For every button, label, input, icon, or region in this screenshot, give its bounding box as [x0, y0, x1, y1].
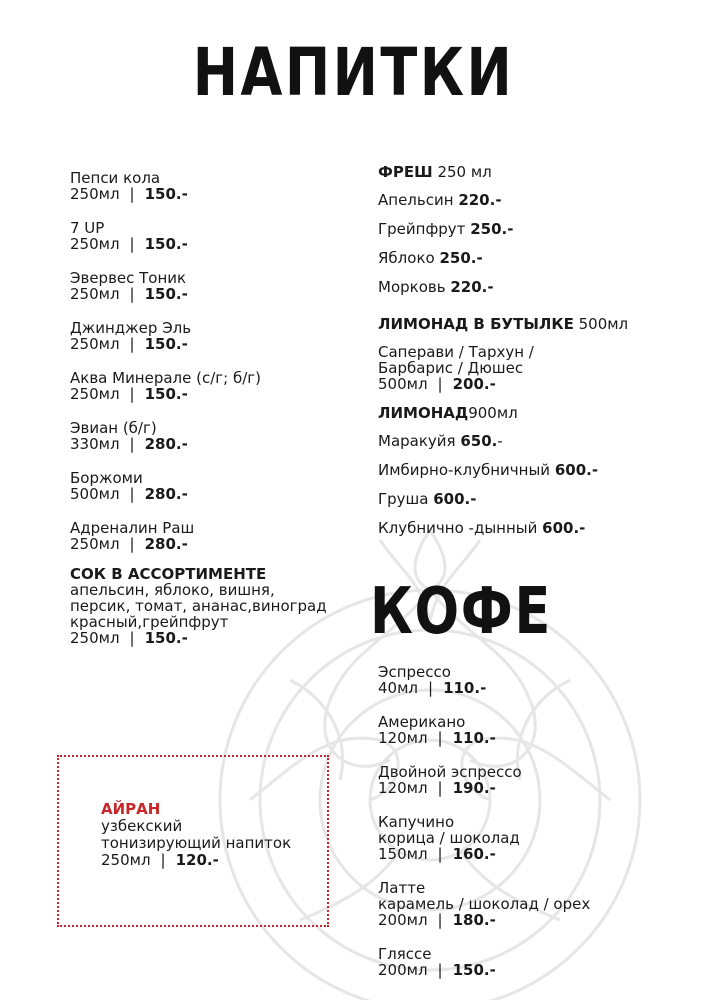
coffee-item: [378, 880, 678, 928]
item-volume: 40мл: [378, 679, 418, 697]
separator: |: [437, 911, 443, 929]
item-price: 190.-: [452, 779, 496, 797]
left-column: [70, 170, 360, 664]
item-price: 160.-: [452, 845, 496, 863]
item-name: Латте: [378, 879, 426, 897]
item-price: 150.-: [144, 629, 188, 647]
item-price: 200.-: [452, 375, 496, 393]
item-name: Гляссе: [378, 945, 432, 963]
separator: |: [437, 961, 443, 979]
item-name: Американо: [378, 713, 466, 731]
item-volume: 120мл: [378, 729, 428, 747]
list-item: [70, 320, 360, 352]
item-volume: 200мл: [378, 911, 428, 929]
item-name: 7 UP: [70, 219, 105, 237]
item-name: Двойной эспрессо: [378, 763, 522, 781]
item-price: 250.-: [470, 220, 514, 238]
separator: |: [129, 235, 135, 253]
item-volume: 250мл: [70, 335, 120, 353]
list-item: [70, 470, 360, 502]
bottle-lemonade-item: [378, 344, 678, 392]
bottle-lemonade-heading: [378, 316, 678, 332]
juice-item: [70, 566, 360, 646]
item-name: Яблоко: [378, 249, 435, 267]
ayran-title: АЙРАН: [101, 800, 161, 818]
item-price: 150.-: [144, 335, 188, 353]
item-price: 250.-: [439, 249, 483, 267]
ayran-box: [57, 755, 329, 927]
list-item: [70, 170, 360, 202]
fresh-item: [378, 250, 678, 266]
item-name: Апельсин: [378, 191, 454, 209]
lemonade-item: [378, 462, 678, 478]
item-name: Эвиан (б/г): [70, 419, 157, 437]
item-price: 150.-: [144, 235, 188, 253]
fresh-item: [378, 221, 678, 237]
item-price: 120.-: [175, 851, 219, 869]
separator: |: [160, 851, 166, 869]
item-name: Пепси кола: [70, 169, 161, 187]
item-price: 280.-: [144, 435, 188, 453]
item-name: Клубнично -дынный: [378, 519, 538, 537]
item-volume: 250мл: [70, 385, 120, 403]
item-price: 650.: [460, 432, 498, 450]
item-name: Маракуйя: [378, 432, 456, 450]
separator: |: [129, 385, 135, 403]
list-item: [70, 270, 360, 302]
coffee-column: [378, 664, 678, 996]
item-name: Имбирно-клубничный: [378, 461, 551, 479]
item-volume: 500мл: [70, 485, 120, 503]
fresh-title: ФРЕШ: [378, 163, 433, 181]
item-volume: 500мл: [378, 375, 428, 393]
bottle-lemonade-title: ЛИМОНАД В БУТЫЛКЕ: [378, 315, 574, 333]
separator: |: [437, 779, 443, 797]
coffee-item: [378, 664, 678, 696]
lemonade-title: ЛИМОНАД: [378, 404, 469, 422]
item-volume: 200мл: [378, 961, 428, 979]
item-extra: карамель / шоколад / орех: [378, 895, 591, 913]
separator: |: [437, 729, 443, 747]
item-name: Адреналин Раш: [70, 519, 195, 537]
juice-desc: красный,грейпфрут: [70, 613, 229, 631]
item-name: Капучино: [378, 813, 455, 831]
item-volume: 250мл: [101, 851, 151, 869]
item-name: Морковь: [378, 278, 446, 296]
item-volume: 250мл: [70, 235, 120, 253]
item-name: Груша: [378, 490, 429, 508]
item-volume: 250мл: [70, 185, 120, 203]
page-title: НАПИТКИ: [192, 34, 515, 111]
separator: |: [129, 335, 135, 353]
separator: |: [129, 435, 135, 453]
separator: |: [428, 679, 434, 697]
juice-desc: персик, томат, ананас,виноград: [70, 597, 327, 615]
item-name: Эспрессо: [378, 663, 451, 681]
juice-title: СОК В АССОРТИМЕНТЕ: [70, 565, 267, 583]
fresh-volume: 250 мл: [437, 163, 492, 181]
item-volume: 250мл: [70, 535, 120, 553]
item-price: 220.-: [458, 191, 502, 209]
list-item: [70, 220, 360, 252]
item-price: 600.-: [554, 461, 599, 479]
fresh-item: [378, 192, 678, 208]
item-price: 110.-: [443, 679, 487, 697]
fresh-item: [378, 279, 678, 295]
item-volume: 250мл: [70, 629, 120, 647]
item-price: 220.-: [450, 278, 494, 296]
item-price: 150.-: [144, 185, 188, 203]
separator: |: [129, 285, 135, 303]
separator: |: [437, 845, 443, 863]
item-name: Эвервес Тоник: [70, 269, 187, 287]
ayran-item: [101, 801, 291, 869]
item-price: 600.-: [542, 519, 586, 537]
item-price: 180.-: [452, 911, 496, 929]
lemonade-volume: 900мл: [468, 404, 518, 422]
lemonade-heading: [378, 405, 678, 421]
right-column: [378, 164, 678, 549]
coffee-item: [378, 814, 678, 862]
lemonade-item: [378, 433, 678, 449]
item-price: 150.-: [144, 385, 188, 403]
item-price: 150.-: [452, 961, 496, 979]
lemonade-item: [378, 520, 678, 536]
lemonade-item: [378, 491, 678, 507]
item-price: 150.-: [144, 285, 188, 303]
flavors: Барбарис / Дюшес: [378, 359, 524, 377]
coffee-item: [378, 764, 678, 796]
fresh-heading: [378, 164, 678, 180]
list-item: [70, 370, 360, 402]
item-volume: 250мл: [70, 285, 120, 303]
item-volume: 150мл: [378, 845, 428, 863]
coffee-title: КОФЕ: [370, 575, 552, 649]
separator: |: [129, 535, 135, 553]
separator: |: [129, 629, 135, 647]
separator: |: [129, 185, 135, 203]
item-volume: 120мл: [378, 779, 428, 797]
item-price: 110.-: [452, 729, 496, 747]
list-item: [70, 520, 360, 552]
juice-desc: апельсин, яблоко, вишня,: [70, 581, 275, 599]
item-name: Джинджер Эль: [70, 319, 192, 337]
bottle-lemonade-volume: 500мл: [578, 315, 629, 333]
flavors: Саперави / Тархун /: [378, 343, 534, 361]
item-name: Аква Минерале (с/г; б/г): [70, 369, 262, 387]
item-volume: 330мл: [70, 435, 120, 453]
item-name: Боржоми: [70, 469, 143, 487]
item-price: 280.-: [144, 535, 188, 553]
ayran-desc: тонизирующий напиток: [101, 834, 292, 852]
separator: |: [437, 375, 443, 393]
item-price: 600.-: [433, 490, 477, 508]
price-suffix: -: [497, 432, 503, 450]
coffee-item: [378, 714, 678, 746]
item-price: 280.-: [144, 485, 188, 503]
item-extra: корица / шоколад: [378, 829, 520, 847]
ayran-desc: узбекский: [101, 817, 183, 835]
coffee-item: [378, 946, 678, 978]
list-item: [70, 420, 360, 452]
item-name: Грейпфрут: [378, 220, 466, 238]
separator: |: [129, 485, 135, 503]
